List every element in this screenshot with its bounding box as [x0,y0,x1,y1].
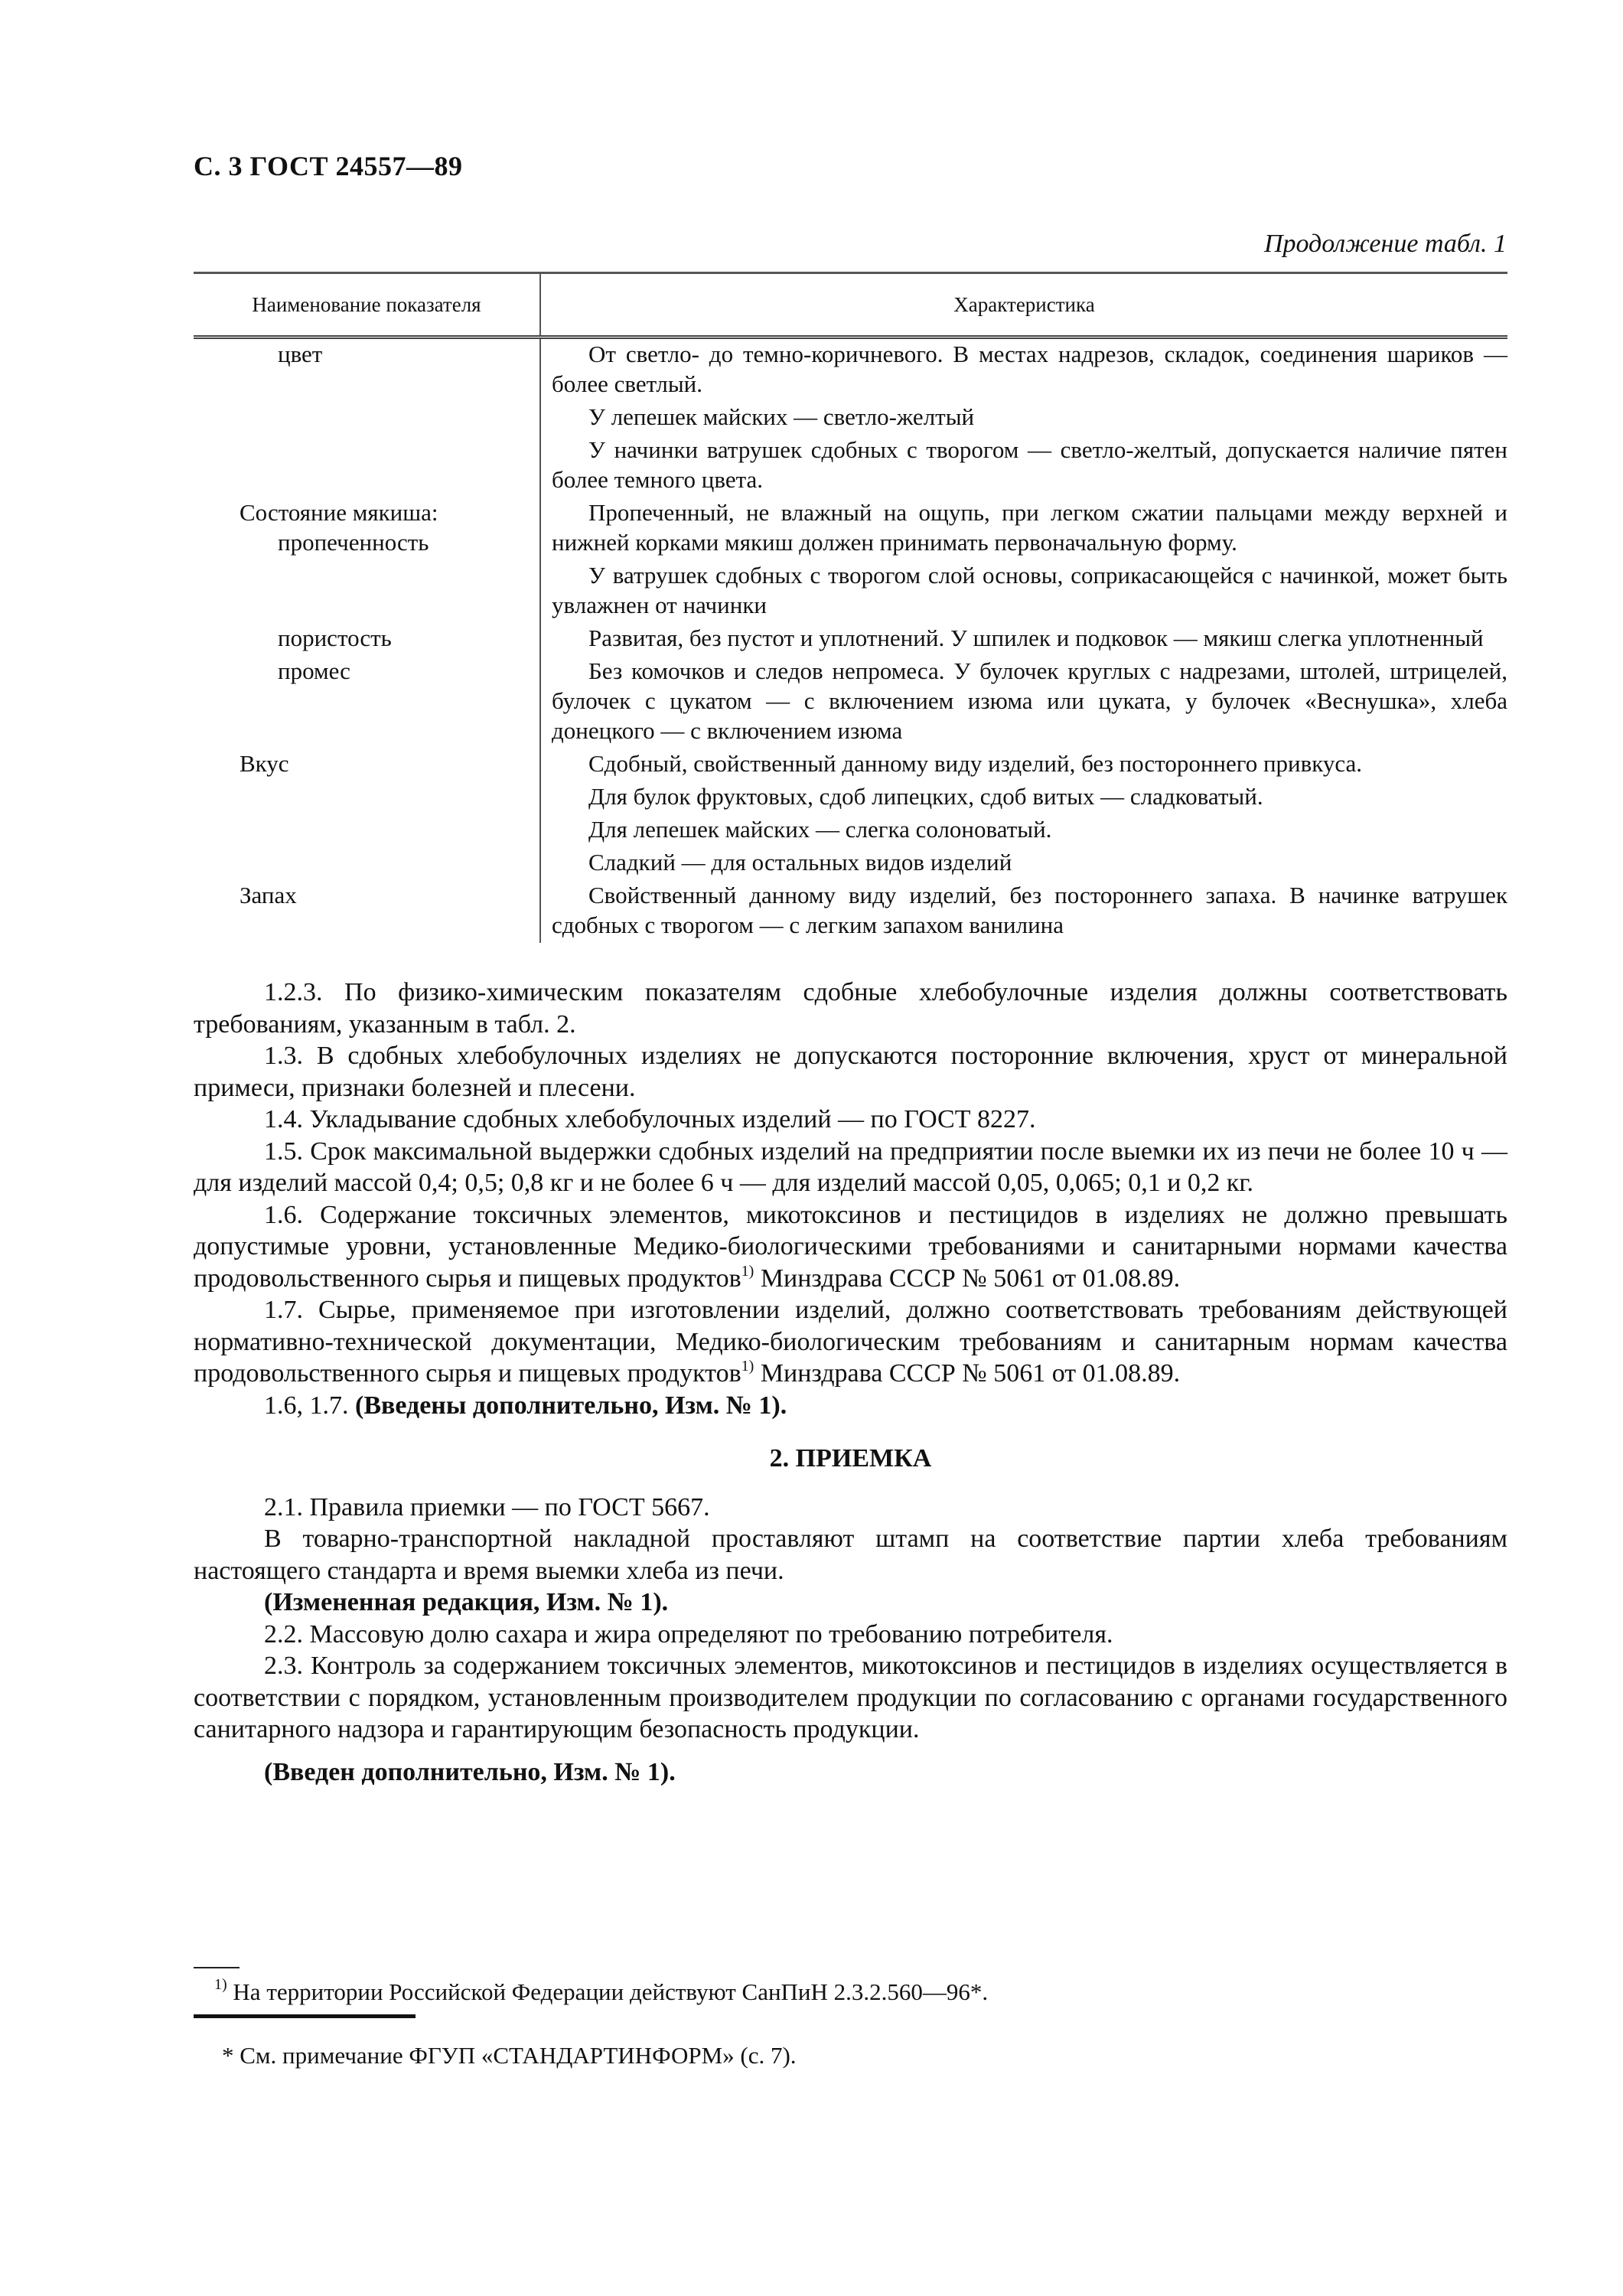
section-heading-acceptance: 2. ПРИЕМКА [769,1444,932,1473]
footnote-ref: 1) [741,1262,754,1280]
table-row [194,748,1507,880]
indicator-cell [194,880,540,943]
clause-2-1-cont: В товарно-транспортной накладной проставляют штамп на соответствие партии хлеба требованиям настоящего стандарта и время выемки хлеба из печи. [194,1525,1507,1585]
characteristic-text: У лепешек майских — светло-желтый [588,403,975,430]
body-text [194,977,1507,1788]
clause-1-7 [194,1294,1507,1390]
clause-1-2-3: 1.2.3. По физико-химическим показателям сдобные хлебобулочные изделия должны соответствовать требованиям, указанным в табл. 2. [194,978,1507,1039]
characteristic-cell [540,497,1507,623]
clause-2-2: 2.2. Массовую долю сахара и жира определяют по требованию потребителя. [264,1619,1113,1649]
footnote-divider [194,1967,240,1968]
indicator-name: промес [278,657,350,684]
characteristic-text: Пропеченный, не влажный на ощупь, при легком сжатии пальцами между верхней и нижней корками мякиш должен принимать первоначальную форму. [552,499,1507,556]
characteristic-text: Свойственный данному виду изделий, без постороннего запаха. В начинке ватрушек сдобных с творогом — с легким запахом ванилина [552,882,1507,938]
characteristic-cell [540,338,1507,498]
characteristic-text: Без комочков и следов непромеса. У булочек круглых с надрезами, штолей, штрицелей, булочек с цукатом — с включением изюма или цуката, у булочек «Веснушка», хлеба донецкого — с включением изюма [552,657,1507,744]
footnote-ref: 1) [741,1358,754,1375]
table-row [194,623,1507,656]
characteristic-text: Для булок фруктовых, сдоб липецких, сдоб витых — сладковатый. [588,783,1263,810]
amendment-note-1-6-1-7 [194,1390,1507,1422]
characteristic-text: Сладкий — для остальных видов изделий [588,849,1012,876]
amendment-note-2-1: (Измененная редакция, Изм. № 1). [264,1588,669,1616]
publisher-note: * См. примечание ФГУП «СТАНДАРТИНФОРМ» (с. 7). [222,2042,797,2069]
characteristic-cell [540,623,1507,656]
clause-1-3: 1.3. В сдобных хлебобулочных изделиях не допускаются посторонние включения, хруст от минеральной примеси, признаки болезней и плесени. [194,1042,1507,1102]
clause-1-6-text: 1.6. Содержание токсичных элементов, микотоксинов и пестицидов в изделиях не должно превышать допустимые уровни, установленные Медико-биологическими требованиями и санитарными нормами качества продовольственного сырья и пищевых продуктов [194,1200,1507,1293]
clause-2-1: 2.1. Правила приемки — по ГОСТ 5667. [264,1492,710,1521]
indicator-cell [194,623,540,656]
clause-2-3: 2.3. Контроль за содержанием токсичных элементов, микотоксинов и пестицидов в изделиях осуществляется в соответствии с порядком, установленным производителем продукции по согласованию с органами государственного санитарного надзора и гарантирующим безопасность продукции. [194,1652,1507,1743]
footnote-text: На территории Российской Федерации действуют СанПиН 2.3.2.560—96*. [227,1978,989,2005]
footnote-marker: 1) [214,1976,227,1993]
characteristic-text: Сдобный, свойственный данному виду изделий, без постороннего привкуса. [588,750,1363,777]
amendment-note-2-3: (Введен дополнительно, Изм. № 1). [264,1757,676,1786]
spec-table [194,272,1507,943]
indicator-name: пористость [278,625,392,651]
characteristic-cell [540,748,1507,880]
characteristic-text: У ватрушек сдобных с творогом слой основы, соприкасающейся с начинкой, может быть увлажнен от начинки [552,562,1507,618]
indicator-cell [194,656,540,748]
footnote-1 [214,1978,988,2006]
table-row [194,338,1507,498]
indicator-cell [194,338,540,498]
indicator-name: Запах [240,882,297,908]
indicator-name: цвет [278,341,323,367]
table-header-row [194,273,1507,338]
characteristic-text: От светло- до темно-коричневого. В местах надрезов, складок, соединения шариков — более светлый. [552,341,1507,397]
note-divider [194,2014,416,2018]
indicator-group-name: Состояние мякиша: [240,499,438,526]
table-row [194,497,1507,623]
clause-1-5: 1.5. Срок максимальной выдержки сдобных изделий на предприятии после выемки их из печи не более 10 ч — для изделий массой 0,4; 0,5; 0,8 кг и не более 6 ч — для изделий массой 0,05, 0,065; 0,1 и 0,2 кг. [194,1137,1507,1197]
clause-1-7-text: 1.7. Сырье, применяемое при изготовлении изделий, должно соответствовать требованиям действующей нормативно-технической документации, Медико-биологическим требованиям и санитарным нормам качества продовольственного сырья и пищевых продуктов [194,1296,1507,1388]
column-header-characteristic: Характеристика [540,273,1507,338]
clause-1-4: 1.4. Укладывание сдобных хлебобулочных изделий — по ГОСТ 8227. [264,1105,1036,1133]
indicator-cell [194,748,540,880]
table-caption: Продолжение табл. 1 [1263,230,1507,258]
clause-1-7-text-end: Минздрава СССР № 5061 от 01.08.89. [754,1359,1181,1388]
amendment-text: (Введены дополнительно, Изм. № 1). [355,1391,787,1420]
table-row [194,880,1507,943]
page-header: С. 3 ГОСТ 24557—89 [194,151,463,181]
characteristic-cell [540,656,1507,748]
table-row [194,656,1507,748]
indicator-name: Вкус [240,750,289,777]
clause-1-6-text-end: Минздрава СССР № 5061 от 01.08.89. [754,1264,1181,1293]
indicator-name: пропеченность [278,529,429,556]
clause-1-6 [194,1199,1507,1295]
column-header-indicator: Наименование показателя [194,273,540,338]
characteristic-cell [540,880,1507,943]
characteristic-text: У начинки ватрушек сдобных с творогом — светло-желтый, допускается наличие пятен более темного цвета. [552,436,1507,493]
characteristic-text: Развитая, без пустот и уплотнений. У шпилек и подковок — мякиш слегка уплотненный [588,625,1484,651]
amendment-clause-refs: 1.6, 1.7. [264,1391,355,1420]
indicator-cell [194,497,540,623]
characteristic-text: Для лепешек майских — слегка солоноватый. [588,816,1052,843]
